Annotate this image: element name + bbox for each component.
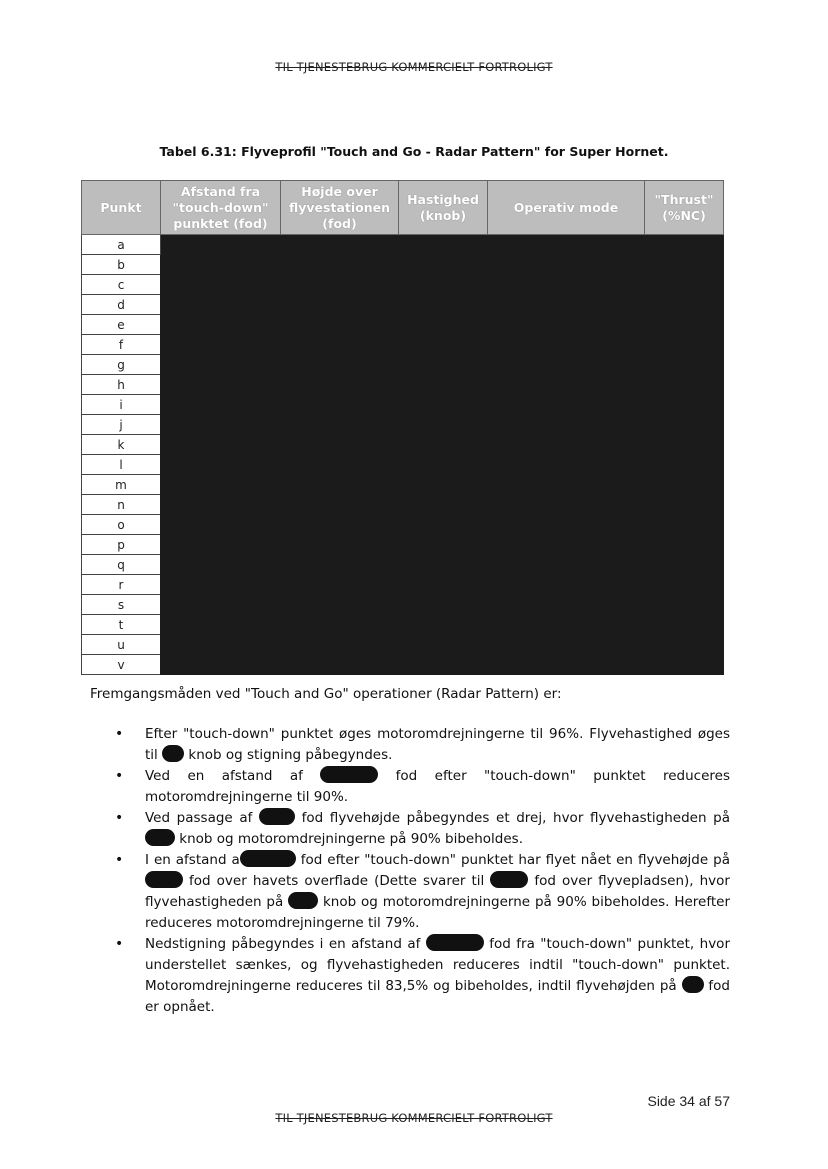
step-text: fod over flyvepladsen), hvor flyvehastigheden på [145, 873, 730, 910]
point-label: o [82, 515, 161, 535]
col-header-operativ-mode: Operativ mode [488, 181, 645, 235]
point-label: l [82, 455, 161, 475]
procedure-step [90, 808, 730, 850]
procedure-step [90, 934, 730, 1018]
step-text: knob og motoromdrejningerne på 90% bibeholdes. [175, 831, 524, 847]
point-label: f [82, 335, 161, 355]
point-label: t [82, 615, 161, 635]
point-label: h [82, 375, 161, 395]
step-text: fod flyvehøjde påbegyndes et drej, hvor flyvehastigheden på [295, 810, 730, 826]
step-text: Nedstigning påbegyndes i en afstand af [145, 936, 426, 952]
redaction-mark [145, 829, 175, 846]
step-text: knob og motoromdrejningerne på 90% bibeholdes. Herefter reduceres motoromdrejningerne til 79%. [145, 894, 731, 931]
bullet-icon: • [115, 852, 124, 868]
point-label: d [82, 295, 161, 315]
col-header-hoejde: Højde over flyvestationen (fod) [281, 181, 399, 235]
point-label: b [82, 255, 161, 275]
step-text: I en afstand a [145, 852, 240, 868]
point-label: q [82, 555, 161, 575]
redaction-mark [259, 808, 295, 825]
bullet-icon: • [115, 726, 124, 742]
point-label: p [82, 535, 161, 555]
point-label: n [82, 495, 161, 515]
header-classification: TIL TJENESTEBRUG KOMMERCIELT FORTROLIGT [275, 60, 553, 74]
redaction-mark [240, 850, 296, 867]
flight-profile-table [81, 180, 724, 675]
point-label: s [82, 595, 161, 615]
step-text: fod efter "touch-down" punktet har flyet nået en flyvehøjde på [295, 852, 730, 868]
point-label: v [82, 655, 161, 675]
redaction-mark [288, 892, 318, 909]
page-number: Side 34 af 57 [647, 1093, 730, 1109]
procedure-steps [90, 724, 730, 1018]
redacted-table-block [161, 235, 724, 675]
step-text: fod over havets overflade (Dette svarer til [183, 873, 491, 889]
procedure-step [90, 724, 730, 766]
point-label: u [82, 635, 161, 655]
point-label: j [82, 415, 161, 435]
procedure-step [90, 850, 730, 934]
col-header-thrust: "Thrust" (%NC) [645, 181, 724, 235]
bullet-icon: • [115, 768, 124, 784]
table-caption: Tabel 6.31: Flyveprofil "Touch and Go - Radar Pattern" for Super Hornet. [159, 144, 669, 159]
footer-classification: TIL TJENESTEBRUG KOMMERCIELT FORTROLIGT [275, 1111, 553, 1125]
redaction-mark [162, 745, 184, 762]
bullet-icon: • [115, 810, 124, 826]
procedure-intro: Fremgangsmåden ved "Touch and Go" operationer (Radar Pattern) er: [90, 686, 562, 702]
col-header-hastighed: Hastighed (knob) [399, 181, 488, 235]
step-text: Ved en afstand af [145, 768, 321, 784]
point-label: r [82, 575, 161, 595]
point-label: g [82, 355, 161, 375]
procedure-step [90, 766, 730, 808]
point-label: k [82, 435, 161, 455]
col-header-punkt: Punkt [82, 181, 161, 235]
step-text: fod er opnået. [145, 978, 731, 1015]
step-text: fod efter "touch-down" punktet reduceres motoromdrejningerne til 90%. [145, 768, 730, 805]
point-label: m [82, 475, 161, 495]
step-text: Efter "touch-down" punktet øges motoromdrejningerne til 96%. Flyvehastighed øges til [145, 726, 730, 763]
step-text: Ved passage af [145, 810, 259, 826]
redaction-mark [682, 976, 704, 993]
table-row [82, 235, 724, 255]
step-text: fod fra "touch-down" punktet, hvor understellet sænkes, og flyvehastigheden reduceres indtil "touch-down" punktet. Motoromdrejningerne reduceres til 83,5% og bibeholdes, indtil flyvehøjden på [145, 936, 730, 994]
bullet-icon: • [115, 936, 124, 952]
redaction-mark [426, 934, 484, 951]
point-label: e [82, 315, 161, 335]
redaction-mark [145, 871, 183, 888]
point-label: c [82, 275, 161, 295]
redaction-mark [320, 766, 378, 783]
point-label: i [82, 395, 161, 415]
col-header-afstand: Afstand fra "touch-down" punktet (fod) [161, 181, 281, 235]
step-text: knob og stigning påbegyndes. [184, 747, 393, 763]
redaction-mark [490, 871, 528, 888]
point-label: a [82, 235, 161, 255]
